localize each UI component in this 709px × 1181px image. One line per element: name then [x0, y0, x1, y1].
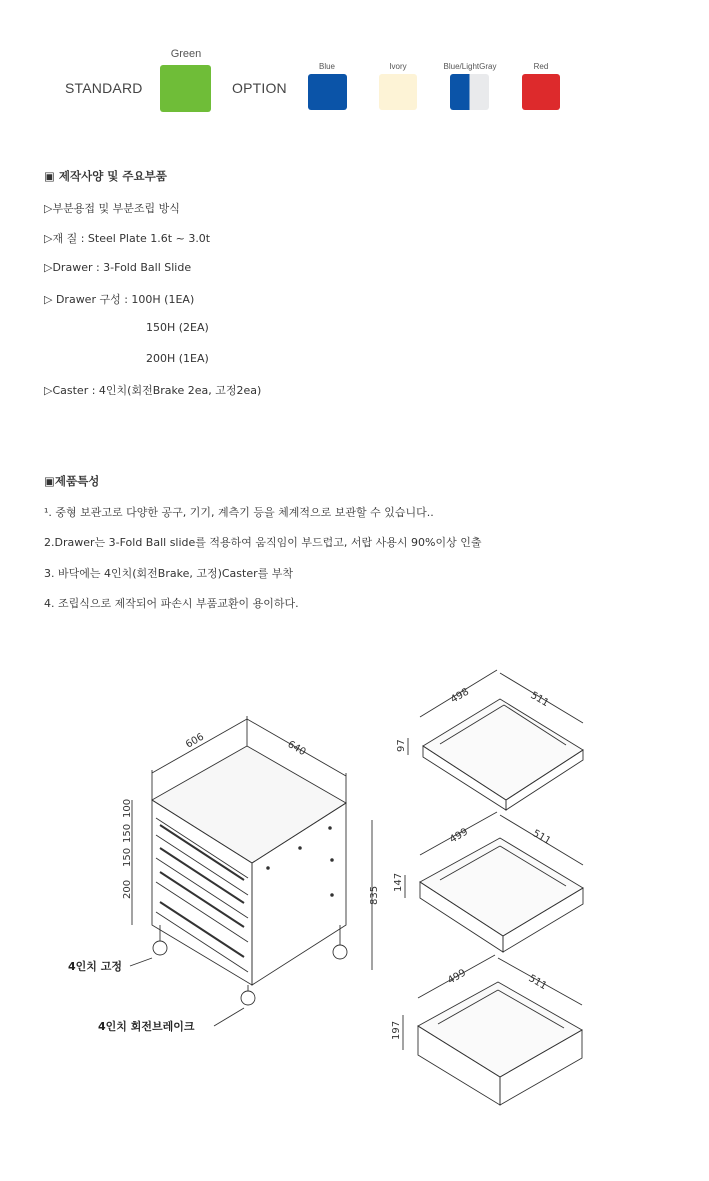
caster-brake-label: 4인치 회전브레이크	[98, 1020, 195, 1033]
swatch-name-red: Red	[533, 62, 549, 71]
cabinet-depth-dim: 640	[285, 739, 308, 759]
caster-fixed-label: 4인치 고정	[68, 960, 122, 973]
cabinet-drawing	[130, 716, 372, 1026]
swatch-name-ivory: Ivory	[389, 62, 407, 71]
drawer-3-depth-dim: 511	[526, 973, 549, 993]
option-label: OPTION	[232, 80, 287, 96]
drawer-height-dim: 100	[122, 798, 133, 818]
feature-line: ¹. 중형 보관고로 다양한 공구, 기기, 계측기 등을 체계적으로 보관할 수 있습니다..	[44, 506, 434, 519]
drawer-2-width-dim: 499	[448, 826, 471, 846]
drawer-2-height-dim: 147	[393, 872, 404, 892]
drawer-height-dim: 200	[122, 879, 133, 899]
drawer-height-dim: 150	[122, 847, 133, 867]
feature-line: 3. 바닥에는 4인치(회전Brake, 고정)Caster를 부착	[44, 567, 294, 580]
drawer-1-depth-dim: 511	[528, 690, 551, 710]
swatch-name-blue-lightgray: Blue/LightGray	[443, 62, 497, 71]
spec-line: ▷ Drawer 구성 : 100H (1EA)	[44, 293, 195, 306]
drawer-1-height-dim: 97	[396, 739, 407, 752]
swatch-name-green: Green	[170, 48, 202, 60]
spec-line: ▷재 질 : Steel Plate 1.6t ~ 3.0t	[44, 232, 211, 245]
spec-line: ▷Caster : 4인치(회전Brake 2ea, 고정2ea)	[44, 384, 262, 397]
swatch-name-blue: Blue	[318, 62, 335, 71]
features-title: ▣제품특성	[44, 474, 100, 488]
spec-line: 150H (2EA)	[146, 321, 209, 334]
spec-title: ▣ 제작사양 및 주요부품	[44, 169, 167, 183]
drawer-3-width-dim: 499	[446, 967, 469, 987]
drawer-2-drawing	[405, 812, 583, 952]
standard-label: STANDARD	[65, 80, 143, 96]
drawer-3-height-dim: 197	[391, 1020, 402, 1040]
cabinet-height-dim: 835	[369, 885, 380, 905]
feature-line: 4. 조립식으로 제작되어 파손시 부품교환이 용이하다.	[44, 597, 299, 610]
cabinet-width-dim: 606	[184, 731, 207, 751]
drawer-1-drawing	[408, 670, 583, 810]
spec-line: ▷Drawer : 3-Fold Ball Slide	[44, 261, 192, 274]
drawer-1-width-dim: 498	[449, 686, 472, 706]
drawer-height-dim: 150	[122, 823, 133, 843]
drawer-2-depth-dim: 511	[530, 828, 553, 848]
feature-line: 2.Drawer는 3-Fold Ball slide를 적용하여 움직임이 부드럽고, 서랍 사용시 90%이상 인출	[44, 536, 482, 549]
spec-line: ▷부분용접 및 부분조립 방식	[44, 202, 180, 215]
spec-line: 200H (1EA)	[146, 352, 209, 365]
drawer-3-drawing	[403, 955, 582, 1105]
